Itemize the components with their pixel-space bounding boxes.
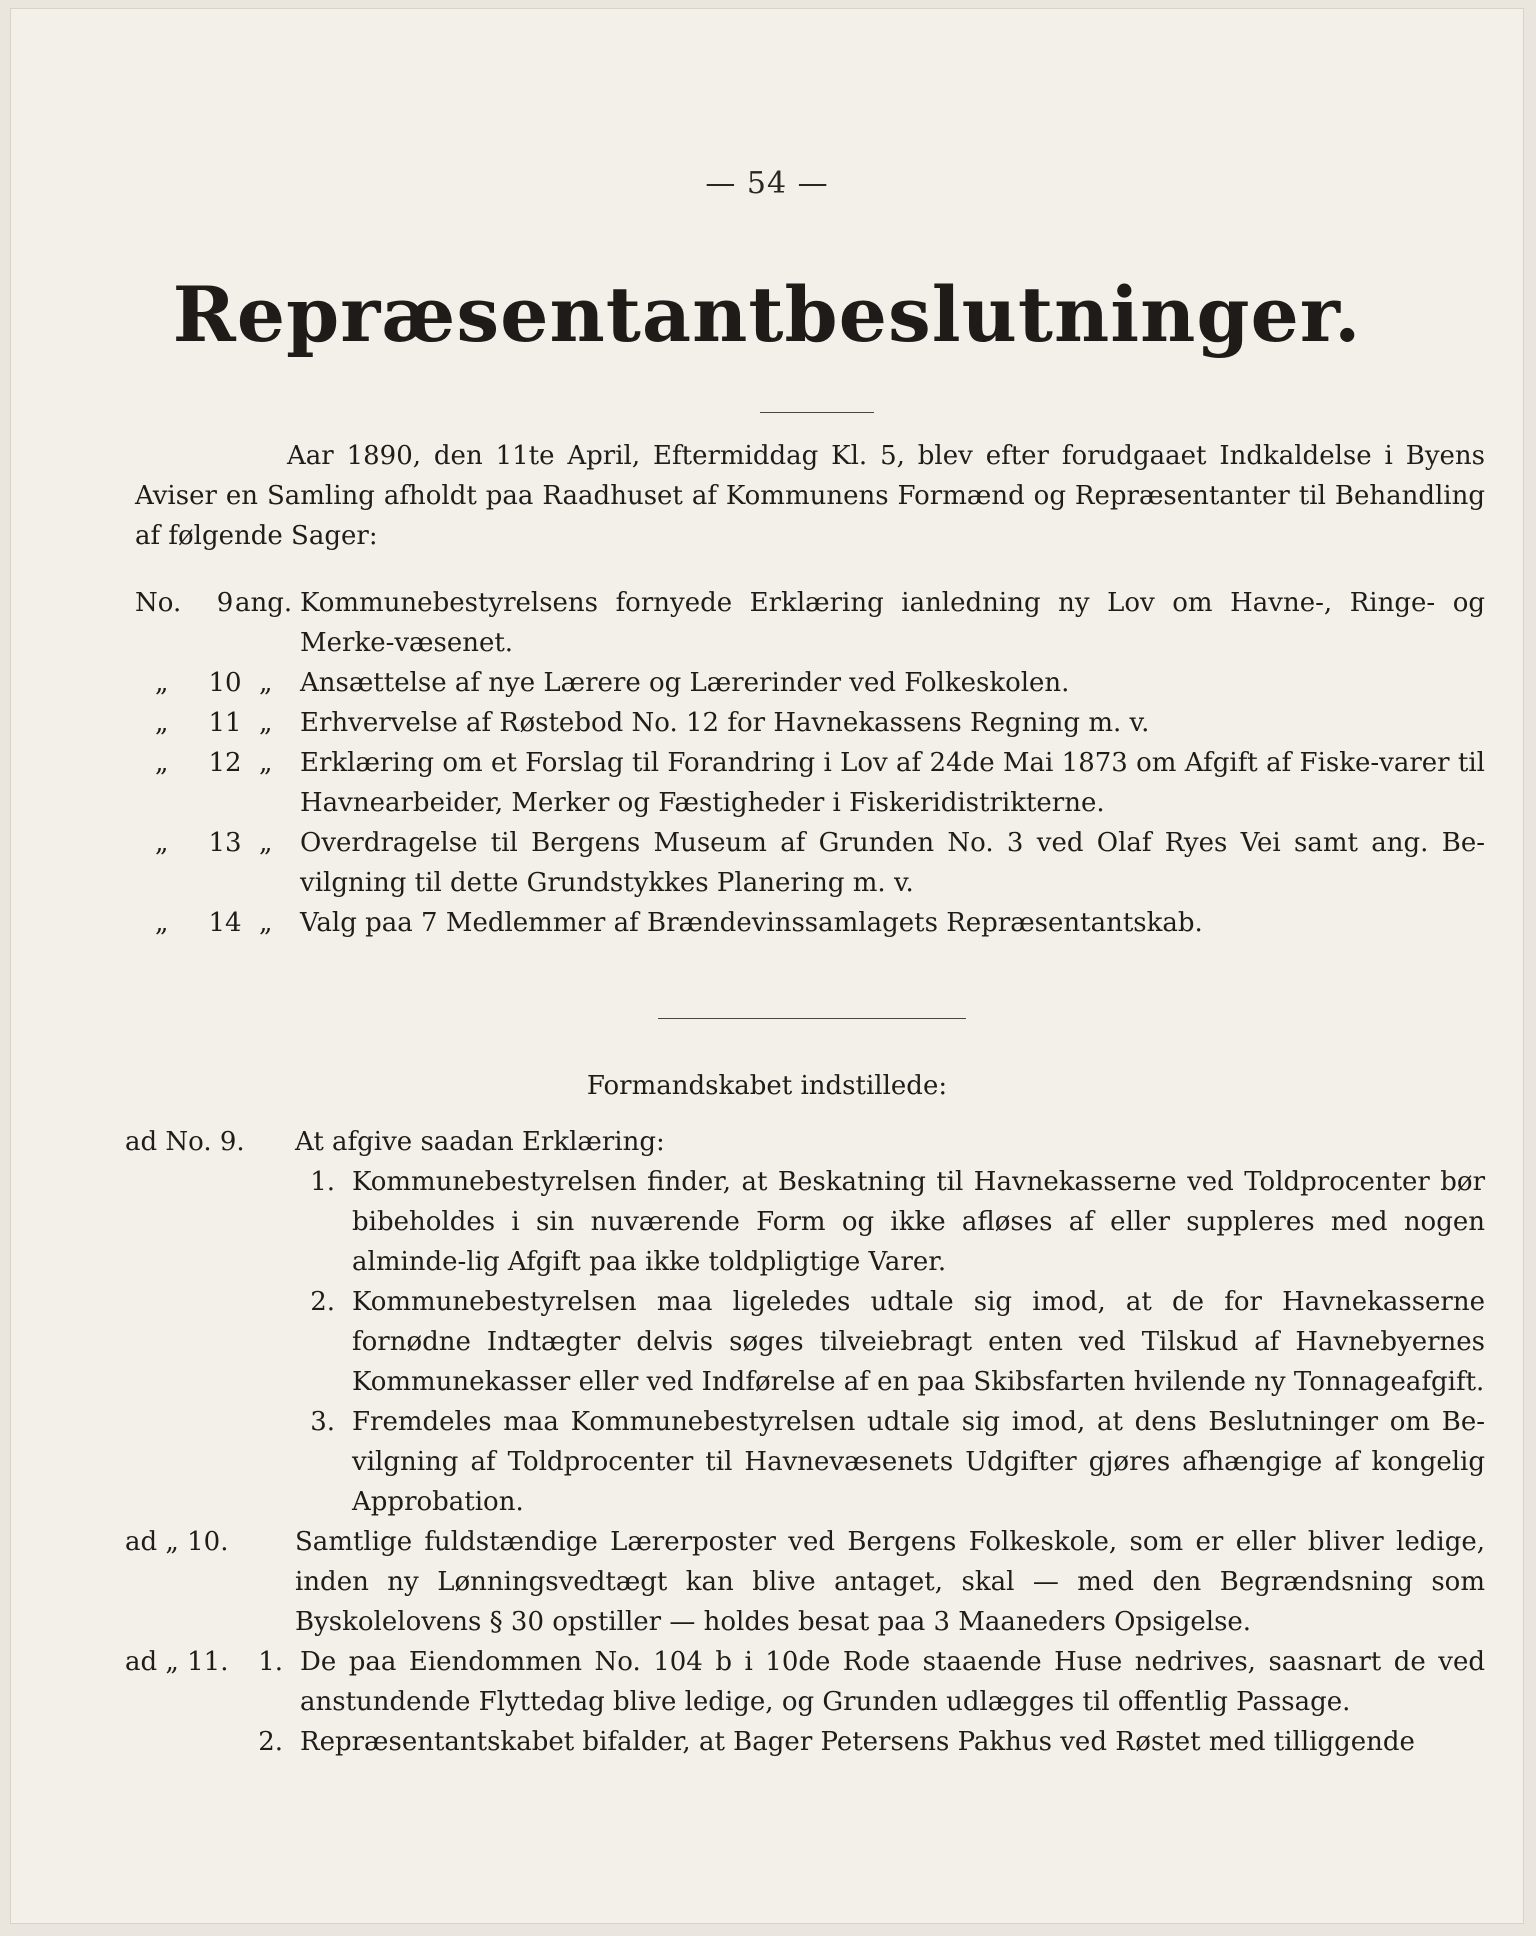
ditto-mark: „ [259,828,273,858]
decision-label: ad No. 9. [125,1127,245,1157]
agenda-list [135,583,1485,943]
decision-item [243,1722,1485,1762]
agenda-number: 14 [208,908,242,938]
decision-label: ad „ 10. [125,1527,229,1557]
agenda-number: 11 [208,708,242,738]
agenda-item [135,903,1485,943]
ditto-mark: „ [259,668,273,698]
ditto-mark: „ [259,708,273,738]
decision-block [125,1122,1485,1522]
agenda-text: Erklæring om et Forslag til Forandring i Lov af 24de Mai 1873 om Afgift af Fiske-varer til Havnearbeider, Merker og Fæstigheder i Fiskeridistrikterne. [300,748,1485,818]
title-divider [760,412,874,413]
agenda-text: Overdragelse til Bergens Museum af Grunden No. 3 ved Olaf Ryes Vei samt ang. Be-vilgning til dette Grundstykkes Planering m. v. [300,828,1485,898]
document-page [10,8,1524,1924]
agenda-item [135,743,1485,823]
ditto-mark: „ [155,668,169,698]
decision-block [125,1522,1485,1642]
agenda-text: Erhvervelse af Røstebod No. 12 for Havnekassens Regning m. v. [300,708,1150,738]
item-number: 2. [258,1727,283,1757]
ditto-mark: „ [259,908,273,938]
item-number: 1. [310,1167,335,1197]
item-number: 3. [310,1407,335,1437]
page-title: Repræsentantbeslutninger. [172,270,1362,359]
decision-item [295,1282,1485,1402]
section-divider [658,1018,966,1019]
decision-block [125,1642,1485,1762]
item-text: Repræsentantskabet bifalder, at Bager Petersens Pakhus ved Røstet med tilliggende [300,1727,1415,1757]
agenda-text: Ansættelse af nye Lærere og Lærerinder ved Folkeskolen. [300,668,1070,698]
agenda-item [135,663,1485,703]
item-text: Kommunebestyrelsen finder, at Beskatning til Havnekasserne ved Toldprocenter bør bibeholdes i sin nuværende Form og ikke afløses af eller suppleres med nogen alminde-lig Afgift paa ikke toldpligtige Varer. [352,1167,1485,1277]
item-text: Fremdeles maa Kommunebestyrelsen udtale sig imod, at dens Beslutninger om Be-vilgning af Toldprocenter til Havnevæsenets Udgifter gjøres afhængige af kongelig Approbation. [352,1407,1485,1517]
decision-lead: Samtlige fuldstændige Lærerposter ved Bergens Folkeskole, som er eller bliver ledige, inden ny Lønningsvedtægt kan blive antaget, skal — med den Begrændsning som Byskolelovens § 30 opstiller — holdes besat paa 3 Maaneders Opsigelse. [295,1527,1485,1637]
agenda-item [135,823,1485,903]
decisions-list [125,1122,1485,1762]
intro-paragraph: Aar 1890, den 11te April, Eftermiddag Kl. 5, blev efter forudgaaet Indkaldelse i Byens Aviser en Samling afholdt paa Raadhuset af Kommunens Formænd og Repræsentanter til Behandling af følgende Sager: [135,441,1485,551]
agenda-number: 13 [208,828,242,858]
decision-label: ad „ 11. [125,1647,229,1677]
agenda-number: 12 [208,748,242,778]
agenda-no-label: No. [135,588,182,618]
decision-item [295,1402,1485,1522]
decision-item [295,1162,1485,1282]
agenda-text: Valg paa 7 Medlemmer af Brændevinssamlagets Repræsentantskab. [300,908,1203,938]
agenda-item [135,703,1485,743]
item-number: 2. [310,1287,335,1317]
agenda-number: 9 [216,588,234,618]
agenda-text: Kommunebestyrelsens fornyede Erklæring ianledning ny Lov om Havne-, Ringe- og Merke-væsenet. [300,588,1485,658]
agenda-ang: ang. [235,588,293,618]
page-number: — 54 — [705,166,829,201]
decision-lead: At afgive saadan Erklæring: [295,1127,665,1157]
item-number: 1. [258,1647,283,1677]
ditto-mark: „ [155,708,169,738]
section-heading: Formandskabet indstillede: [586,1071,948,1101]
ditto-mark: „ [259,748,273,778]
item-text: Kommunebestyrelsen maa ligeledes udtale sig imod, at de for Havnekasserne fornødne Indtægter delvis søges tilveiebragt enten ved Tilskud af Havnebyernes Kommunekasser eller ved Indførelse af en paa Skibsfarten hvilende ny Tonnageafgift. [352,1287,1485,1397]
ditto-mark: „ [155,748,169,778]
agenda-number: 10 [208,668,242,698]
agenda-item [135,583,1485,663]
ditto-mark: „ [155,828,169,858]
ditto-mark: „ [155,908,169,938]
decision-item [243,1642,1485,1722]
item-text: De paa Eiendommen No. 104 b i 10de Rode staaende Huse nedrives, saasnart de ved anstundende Flyttedag blive ledige, og Grunden udlægges til offentlig Passage. [300,1647,1485,1717]
